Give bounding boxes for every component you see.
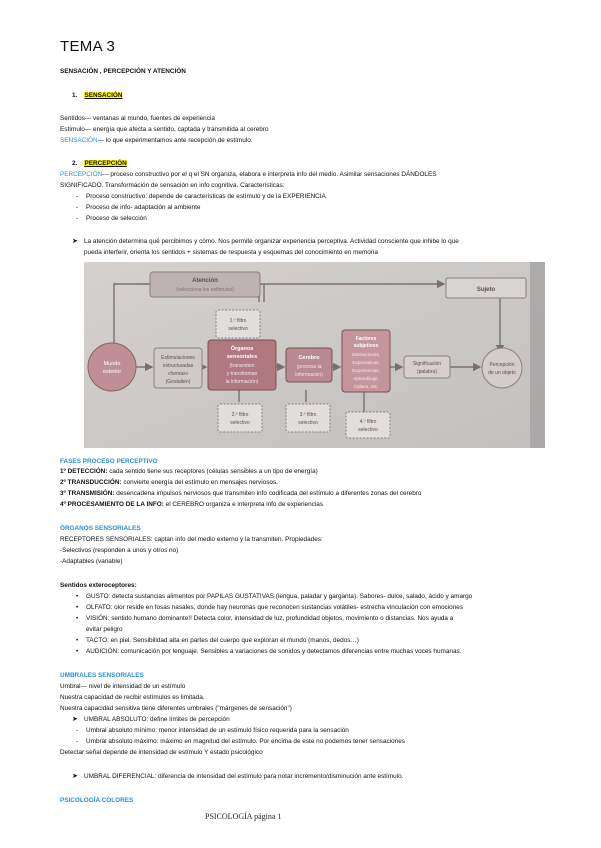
perception-diagram — [84, 262, 545, 448]
estim-line-1: Estimulaciones — [161, 355, 195, 361]
atencion-label: Atención — [192, 278, 218, 284]
colores-heading: PSICOLOGÍA COLORES — [60, 797, 134, 804]
arrow-bullet-icon: ➤ — [72, 238, 78, 245]
sentido-item: • OLFATO: olor reside en fosas nasales, donde hay neuronas que reconocen sustancias volátiles- estrecha vinculación con emociones — [76, 604, 464, 611]
sensacion-label: SENSACIÓN — [60, 137, 98, 144]
bullet-dot-icon: • — [76, 593, 79, 600]
bullet-dot-icon: • — [76, 637, 79, 644]
sentido-item: • VISIÓN: sentido humano dominante!! Detecta color, intensidad de luz, profundidad objetos, movimiento o distancias. Nos ayuda a — [76, 615, 454, 622]
section-2-title: PERCEPCIÓN — [84, 160, 127, 167]
fases-heading: FASES PROCESO PERCEPTIVO — [60, 458, 158, 465]
page-title: TEMA 3 — [60, 38, 116, 55]
sentido-item: • GUSTO: detecta sustancias alimentos por PAPILAS GUSTATIVAS (lengua, paladar y garganta). Sabores- dulce, salado, ácido y amargo — [76, 593, 473, 600]
sensacion-text: --- lo que experimentamos ante recepción de estímulo. — [97, 137, 253, 144]
section-1-heading — [72, 92, 122, 100]
section-1-title: SENSACIÓN — [84, 92, 123, 99]
sentido-item: • TACTO: en piel. Sensibilidad alta en partes del cuerpo que exploran el mundo (manos, dedos…) — [76, 637, 359, 644]
atencion-sub: (selecciona los estímulos) — [176, 287, 234, 293]
umbral-diferencial-line: ➤ UMBRAL DIFERENCIAL: diferencia de intensidad del estímulo para notar incremento/disminución ante estímulo. — [72, 773, 404, 780]
factores-line-4: Expectativas, — [352, 360, 380, 365]
sujeto-label: Sujeto — [476, 287, 496, 293]
organos-line-1: Órganos — [230, 346, 254, 352]
bullet-dot-icon: • — [76, 604, 79, 611]
factores-line-7: Cultura, etc. — [353, 384, 379, 389]
significacion-line-2: (palabra) — [416, 369, 438, 375]
cerebro-line-3: información) — [295, 372, 323, 378]
organos-line-4: y transforman — [226, 371, 258, 377]
atencion-line-2: pueda interferir, orienta los sentidos + sistemas de respuesta y esquemas del conocimiento en memoria — [84, 249, 378, 256]
mundo-line-1: Mundo — [103, 361, 121, 367]
prop-item: -Selectivos (responden a unos y otros no) — [60, 547, 179, 554]
percepcion-line-2: SIGNIFICADO. Transformación de sensación en info cognitiva. Características: — [60, 182, 285, 189]
factores-line-2: subjetivos — [353, 343, 379, 349]
caracteristica-item: - Proceso de info- adaptación al ambiente — [76, 204, 201, 211]
umbrales-heading: UMBRALES SENSORIALES — [60, 672, 144, 679]
perception-diagram-photo — [84, 262, 545, 448]
receptores-line: RECEPTORES SENSORIALES: captan info del medio externo y la transmiten. Propiedades: — [60, 536, 323, 543]
caracteristica-item: - Proceso de selección — [76, 215, 147, 222]
sensacion-line — [60, 137, 253, 145]
abs-item: - Umbral absoluto mínimo: menor intensidad de un estímulo físico requerida para la sensación — [76, 727, 349, 734]
mundo-line-2: exterior — [102, 369, 122, 375]
filtro-2-line-1: 2.º filtro — [231, 412, 249, 418]
sentidos-line: Sentidos--- ventanas al mundo, fuentes de experiencia — [60, 115, 215, 122]
percepcion-text: --- proceso constructivo por el q el SN organiza, elabora e interpreta info del medio. Asimilar sensaciones DÁNDOLES — [102, 171, 437, 178]
cerebro-line-2: (procesa la — [296, 364, 322, 370]
estimulo-line: Estímulo--- energía que afecta a sentido, captada y transmitida al cerebro — [60, 126, 269, 133]
section-2-number: 2. — [72, 160, 78, 167]
factores-line-3: Motivaciones, — [351, 352, 381, 357]
percepcion-objeto-line-2: de un objeto — [488, 370, 516, 376]
arrow-bullet-icon: ➤ — [72, 716, 78, 723]
arrow-bullet-icon: ➤ — [72, 773, 78, 780]
umbral-absoluto-line: ➤ UMBRAL ABSOLUTO: define límites de percepción — [72, 716, 230, 723]
cerebro-line-1: Cerebro — [298, 355, 320, 361]
filtro-3-line-2: selectivo — [298, 420, 318, 426]
exteroceptores-heading: Sentidos exteroceptores: — [60, 582, 137, 589]
organos-line-2: sensoriales — [226, 354, 258, 360]
umbral-line: Nuestra capacidad de recibir estímulos es limitada. — [60, 694, 205, 701]
subtitle: SENSACIÓN , PERCEPCIÓN Y ATENCIÓN — [60, 68, 186, 75]
filtro-4-line-1: 4.º filtro — [359, 419, 377, 425]
factores-line-5: Experiencias, — [352, 368, 380, 373]
umbral-line: Umbral--- nivel de intensidad de un estímulo — [60, 683, 186, 690]
factores-line-1: Factores — [355, 336, 377, 342]
page-footer: PSICOLOGÍA página 1 — [205, 812, 282, 821]
filtro-1-line-2: selectivo — [228, 326, 248, 332]
sentido-item: • AUDICIÓN: comunicación por lenguaje. Sensibles a variaciones de sonidos y detectamos diferencias entre muchas voces humanas. — [76, 648, 462, 655]
organos-heading: ÓRGANOS SENSORIALES — [60, 525, 141, 532]
prop-item: -Adaptables (variable) — [60, 558, 123, 565]
section-1-number: 1. — [72, 92, 78, 99]
abs-item: - Umbral absoluto máximo: máximo en magnitud del estímulo. Por encima de este no podemos tener sensaciones — [76, 738, 405, 745]
estim-line-2: estructuradas — [162, 363, 194, 369]
organos-line-5: la información) — [225, 379, 259, 385]
fase-item: 4º PROCESAMIENTO DE LA INFO: el CEREBRO organiza e interpreta info de experiencias — [60, 501, 324, 508]
section-2-heading — [72, 160, 127, 168]
percepcion-objeto-line-1: Percepción — [489, 362, 515, 368]
fase-item: 3º TRANSMISIÓN: desencadena impulsos nerviosos que transmiten info codificada del estímulo a diferentes zonas del cerebro — [60, 490, 422, 497]
estim-line-3: «formas» — [167, 371, 189, 377]
bullet-dot-icon: • — [76, 648, 79, 655]
filtro-1-line-1: 1.º filtro — [229, 318, 247, 324]
significacion-line-1: Significación — [412, 361, 442, 367]
deteccion-line: Detectar señal depende de intensidad de estímulo Y estado psicológico — [60, 749, 263, 756]
percepcion-line — [60, 171, 437, 179]
filtro-3-line-1: 3.º filtro — [299, 412, 317, 418]
caracteristica-item: - Proceso constructivo: depende de características de estímulo y de la EXPERIENCIA — [76, 193, 326, 200]
filtro-4-line-2: selectivo — [358, 427, 378, 433]
organos-line-3: (transmiten — [229, 363, 255, 369]
factores-line-6: Aprendizaje, — [353, 376, 379, 381]
filtro-2-line-2: selectivo — [230, 420, 250, 426]
bullet-dot-icon: • — [76, 615, 79, 622]
estim-line-4: (Gestalten) — [165, 379, 191, 385]
fase-item: 2º TRANSDUCCIÓN: convierte energía del estímulo en mensajes nerviosos. — [60, 479, 278, 486]
vision-continuation: evitar peligro — [86, 626, 123, 633]
atencion-line: ➤ La atención determina qué percibimos y cómo. Nos permite organizar experiencia perceptiva. Actividad consciente que inhibe lo que — [72, 238, 459, 245]
fase-item: 1º DETECCIÓN: cada sentido tiene sus receptores (células sensibles a un tipo de energía) — [60, 468, 318, 475]
percepcion-label: PERCEPCIÓN — [60, 171, 103, 178]
umbral-line: Nuestra capacidad sensitiva tiene diferentes umbrales ("márgenes de sensación") — [60, 705, 292, 712]
